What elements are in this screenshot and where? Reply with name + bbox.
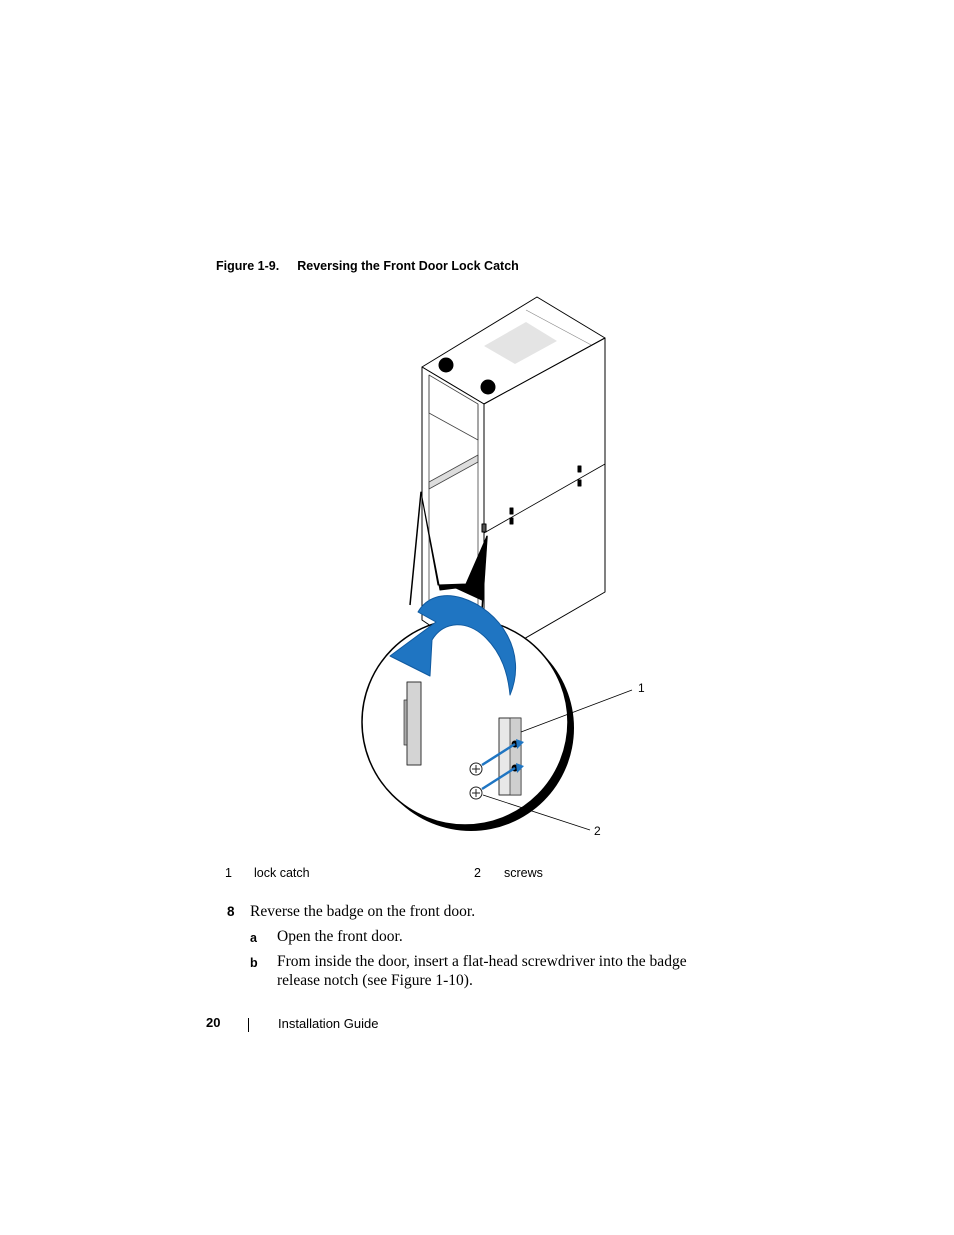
substep-b-text-line2: release notch (see Figure 1-10).	[277, 972, 473, 989]
screw-lower	[470, 787, 482, 799]
callout-2: 2	[594, 824, 601, 838]
footer-doc-title: Installation Guide	[278, 1016, 379, 1031]
legend-num-2: 2	[474, 866, 481, 880]
substep-a-text: Open the front door.	[277, 928, 403, 945]
legend-text-1: lock catch	[254, 866, 310, 880]
page-number: 20	[206, 1015, 221, 1030]
screw-upper	[470, 763, 482, 775]
figure-label: Figure 1-9.	[216, 259, 280, 273]
substep-b-key: b	[250, 956, 258, 970]
step-text: Reverse the badge on the front door.	[250, 903, 476, 920]
top-hole-left	[439, 358, 453, 372]
callout-1: 1	[638, 681, 645, 695]
top-hole-right	[481, 380, 495, 394]
substep-a-key: a	[250, 931, 257, 945]
step-number: 8	[227, 904, 235, 919]
substep-b-text-line1: From inside the door, insert a flat-head screwdriver into the badge	[277, 953, 687, 970]
old-lock-catch	[407, 682, 421, 765]
legend-num-1: 1	[225, 866, 232, 880]
zoom-circle	[362, 619, 568, 825]
legend-text-2: screws	[504, 866, 543, 880]
footer-divider	[248, 1018, 249, 1032]
figure-title: Reversing the Front Door Lock Catch	[297, 259, 519, 273]
